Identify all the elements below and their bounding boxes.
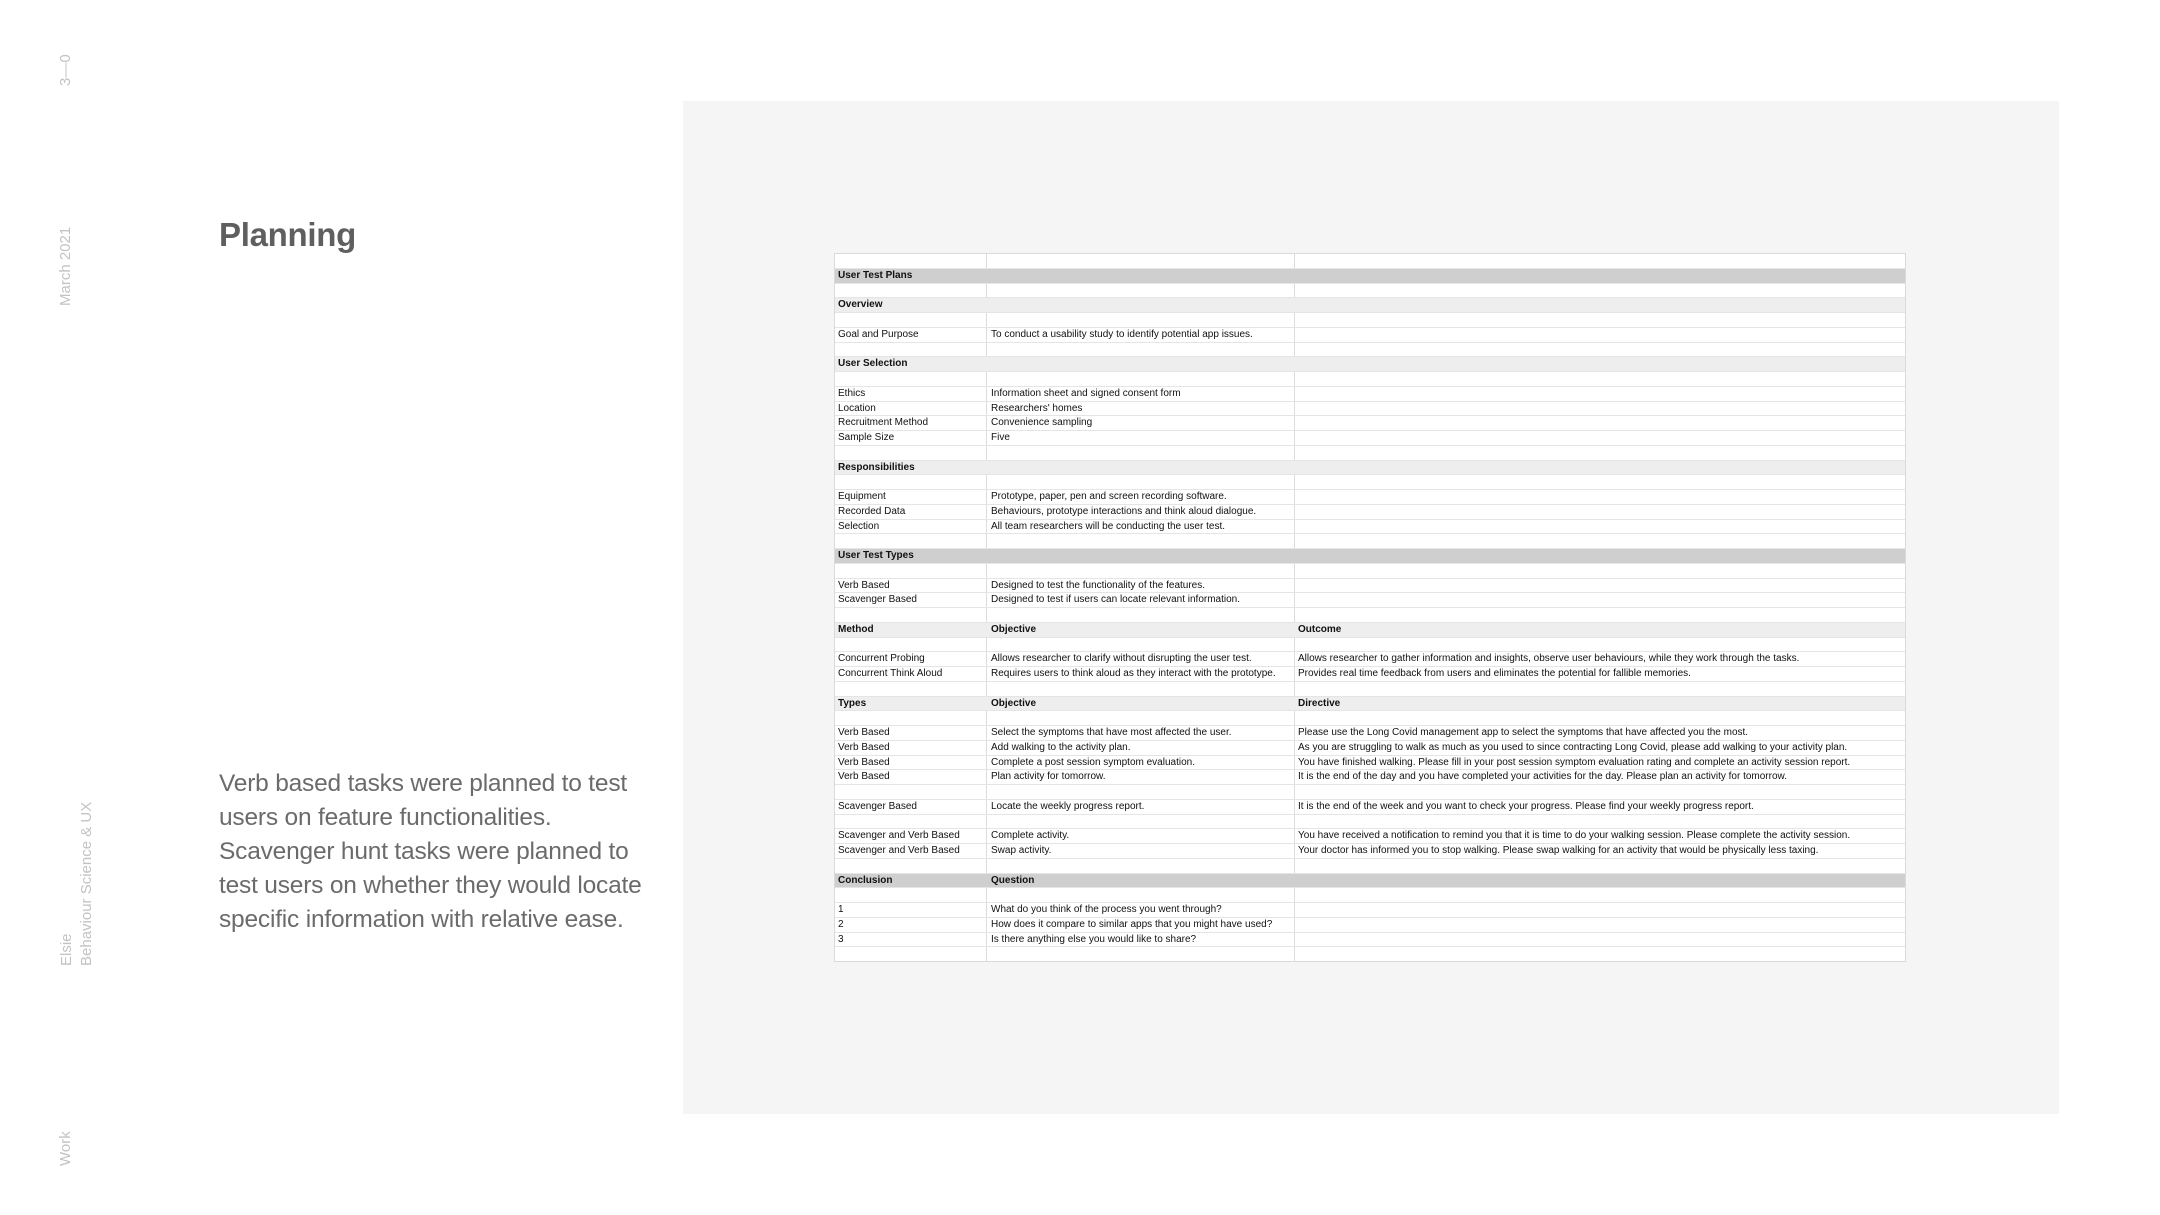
table-cell: Objective xyxy=(991,623,1037,635)
table-cell: What do you think of the process you went through? xyxy=(991,904,1222,915)
table-row xyxy=(835,697,1905,712)
table-cell: Add walking to the activity plan. xyxy=(991,741,1131,753)
table-cell: Conclusion xyxy=(838,874,893,886)
image-panel xyxy=(683,101,2059,1114)
page-title: Planning xyxy=(219,216,356,253)
table-cell: Directive xyxy=(1298,697,1341,709)
table-row xyxy=(835,520,1905,535)
table-cell: Prototype, paper, pen and screen recording software. xyxy=(991,491,1227,502)
table-row xyxy=(835,756,1905,771)
table-cell: Researchers' homes xyxy=(991,402,1083,414)
table-cell: 3 xyxy=(838,933,844,945)
table-cell: User Selection xyxy=(838,358,908,370)
table-row xyxy=(835,844,1905,859)
table-cell: You have received a notification to remind you that it is time to do your walking session. Please complete the activity session. xyxy=(1298,830,1851,842)
table-cell: Question xyxy=(991,874,1035,886)
table-cell: Selection xyxy=(838,520,880,532)
table-cell: Requires users to think aloud as they interact with the prototype. xyxy=(991,668,1276,679)
table-cell: Swap activity. xyxy=(991,845,1052,856)
table-cell: Concurrent Probing xyxy=(838,653,925,665)
author-name: Elsie xyxy=(58,933,75,966)
table-cell: Plan activity for tomorrow. xyxy=(991,771,1106,783)
table-cell: User Test Types xyxy=(838,550,914,561)
table-cell: Please use the Long Covid management app to select the symptoms that have affected you the most. xyxy=(1298,727,1749,738)
table-cell: Scavenger and Verb Based xyxy=(838,845,960,856)
table-cell: Objective xyxy=(991,697,1037,709)
table-row xyxy=(835,343,1905,358)
table-row xyxy=(835,387,1905,402)
table-row xyxy=(835,874,1905,889)
table-row xyxy=(835,903,1905,918)
table-cell: Scavenger Based xyxy=(838,594,917,606)
date-label: March 2021 xyxy=(57,226,74,306)
table-cell: Designed to test the functionality of the features. xyxy=(991,579,1206,591)
table-row xyxy=(835,947,1905,962)
table-row xyxy=(835,431,1905,446)
table-cell: As you are struggling to walk as much as you used to since contracting Long Covid, please add walking to your activity plan. xyxy=(1298,741,1848,753)
table-row xyxy=(835,829,1905,844)
table-cell: Verb Based xyxy=(838,756,890,768)
table-cell: Method xyxy=(838,623,874,635)
table-cell: Recruitment Method xyxy=(838,417,929,429)
table-cell: Verb Based xyxy=(838,771,890,783)
table-cell: To conduct a usability study to identify potential app issues. xyxy=(991,328,1253,340)
table-cell: Responsibilities xyxy=(838,461,915,473)
table-row xyxy=(835,284,1905,299)
table-cell: Information sheet and signed consent form xyxy=(991,387,1181,399)
table-row xyxy=(835,461,1905,476)
table-cell: It is the end of the day and you have completed your activities for the day. Please plan an activity for tomorrow. xyxy=(1298,771,1787,783)
table-cell: Scavenger Based xyxy=(838,800,917,812)
table-cell: How does it compare to similar apps that you might have used? xyxy=(991,918,1273,930)
table-row xyxy=(835,800,1905,815)
table-row xyxy=(835,534,1905,549)
section-label: Work xyxy=(57,1131,74,1166)
table-cell: 2 xyxy=(838,918,844,930)
table-cell: Verb Based xyxy=(838,579,890,591)
table-cell: Convenience sampling xyxy=(991,417,1093,429)
table-row xyxy=(835,254,1905,269)
table-row xyxy=(835,446,1905,461)
table-cell: Locate the weekly progress report. xyxy=(991,800,1145,812)
page-number: 3—0 xyxy=(57,54,74,86)
table-cell: Behaviours, prototype interactions and think aloud dialogue. xyxy=(991,505,1257,517)
table-cell: Your doctor has informed you to stop walking. Please swap walking for an activity that would be physically less taxing. xyxy=(1298,845,1819,856)
table-row xyxy=(835,579,1905,594)
table-row xyxy=(835,726,1905,741)
table-row xyxy=(835,416,1905,431)
table-row xyxy=(835,859,1905,874)
spreadsheet xyxy=(834,253,1906,962)
table-cell: Outcome xyxy=(1298,623,1342,635)
table-cell: Complete activity. xyxy=(991,830,1070,842)
table-row xyxy=(835,711,1905,726)
table-cell: Provides real time feedback from users and eliminates the potential for fallible memories. xyxy=(1298,668,1691,679)
table-cell: Select the symptoms that have most affected the user. xyxy=(991,727,1232,738)
table-row xyxy=(835,638,1905,653)
table-cell: Recorded Data xyxy=(838,505,906,517)
table-row xyxy=(835,475,1905,490)
table-row xyxy=(835,815,1905,830)
table-cell: Location xyxy=(838,402,876,414)
table-row xyxy=(835,667,1905,682)
table-cell: Overview xyxy=(838,299,883,311)
table-cell: Goal and Purpose xyxy=(838,328,919,340)
table-row xyxy=(835,505,1905,520)
table-row xyxy=(835,918,1905,933)
table-row xyxy=(835,652,1905,667)
table-row xyxy=(835,490,1905,505)
table-cell: Sample Size xyxy=(838,432,895,443)
table-cell: Ethics xyxy=(838,387,866,399)
table-row xyxy=(835,269,1905,284)
table-cell: Complete a post session symptom evaluation. xyxy=(991,756,1195,768)
table-row xyxy=(835,785,1905,800)
table-cell: User Test Plans xyxy=(838,269,913,281)
table-row xyxy=(835,770,1905,785)
table-cell: Allows researcher to gather information and insights, observe user behaviours, while they work through the tasks. xyxy=(1298,653,1800,665)
table-row xyxy=(835,402,1905,417)
table-row xyxy=(835,623,1905,638)
table-row xyxy=(835,298,1905,313)
table-row xyxy=(835,357,1905,372)
table-cell: Concurrent Think Aloud xyxy=(838,668,943,679)
table-cell: 1 xyxy=(838,904,844,915)
table-row xyxy=(835,328,1905,343)
table-row xyxy=(835,313,1905,328)
table-cell: Allows researcher to clarify without disrupting the user test. xyxy=(991,653,1252,665)
table-cell: You have finished walking. Please fill in your post session symptom evaluation rating and complete an activity session report. xyxy=(1298,756,1851,768)
description-text: Verb based tasks were planned to test users on feature functionalities. Scavenger hunt tasks were planned to test users on whether they would locate specific information with relative ease. xyxy=(219,770,642,933)
table-row xyxy=(835,549,1905,564)
table-cell: Types xyxy=(838,697,867,709)
table-row xyxy=(835,372,1905,387)
table-row xyxy=(835,741,1905,756)
table-row xyxy=(835,608,1905,623)
author-info xyxy=(57,802,97,966)
table-cell: Designed to test if users can locate relevant information. xyxy=(991,594,1241,606)
table-cell: All team researchers will be conducting the user test. xyxy=(991,520,1225,532)
table-row xyxy=(835,933,1905,948)
table-cell: Five xyxy=(991,432,1010,443)
table-cell: Is there anything else you would like to share? xyxy=(991,933,1197,945)
table-cell: It is the end of the week and you want to check your progress. Please find your weekly progress report. xyxy=(1298,800,1754,812)
table-row xyxy=(835,682,1905,697)
field-label: Behaviour Science & UX xyxy=(78,801,95,966)
table-cell: Equipment xyxy=(838,491,886,502)
table-cell: Scavenger and Verb Based xyxy=(838,830,960,842)
table-cell: Verb Based xyxy=(838,727,890,738)
table-row xyxy=(835,564,1905,579)
table-row xyxy=(835,593,1905,608)
table-row xyxy=(835,888,1905,903)
table-cell: Verb Based xyxy=(838,741,890,753)
